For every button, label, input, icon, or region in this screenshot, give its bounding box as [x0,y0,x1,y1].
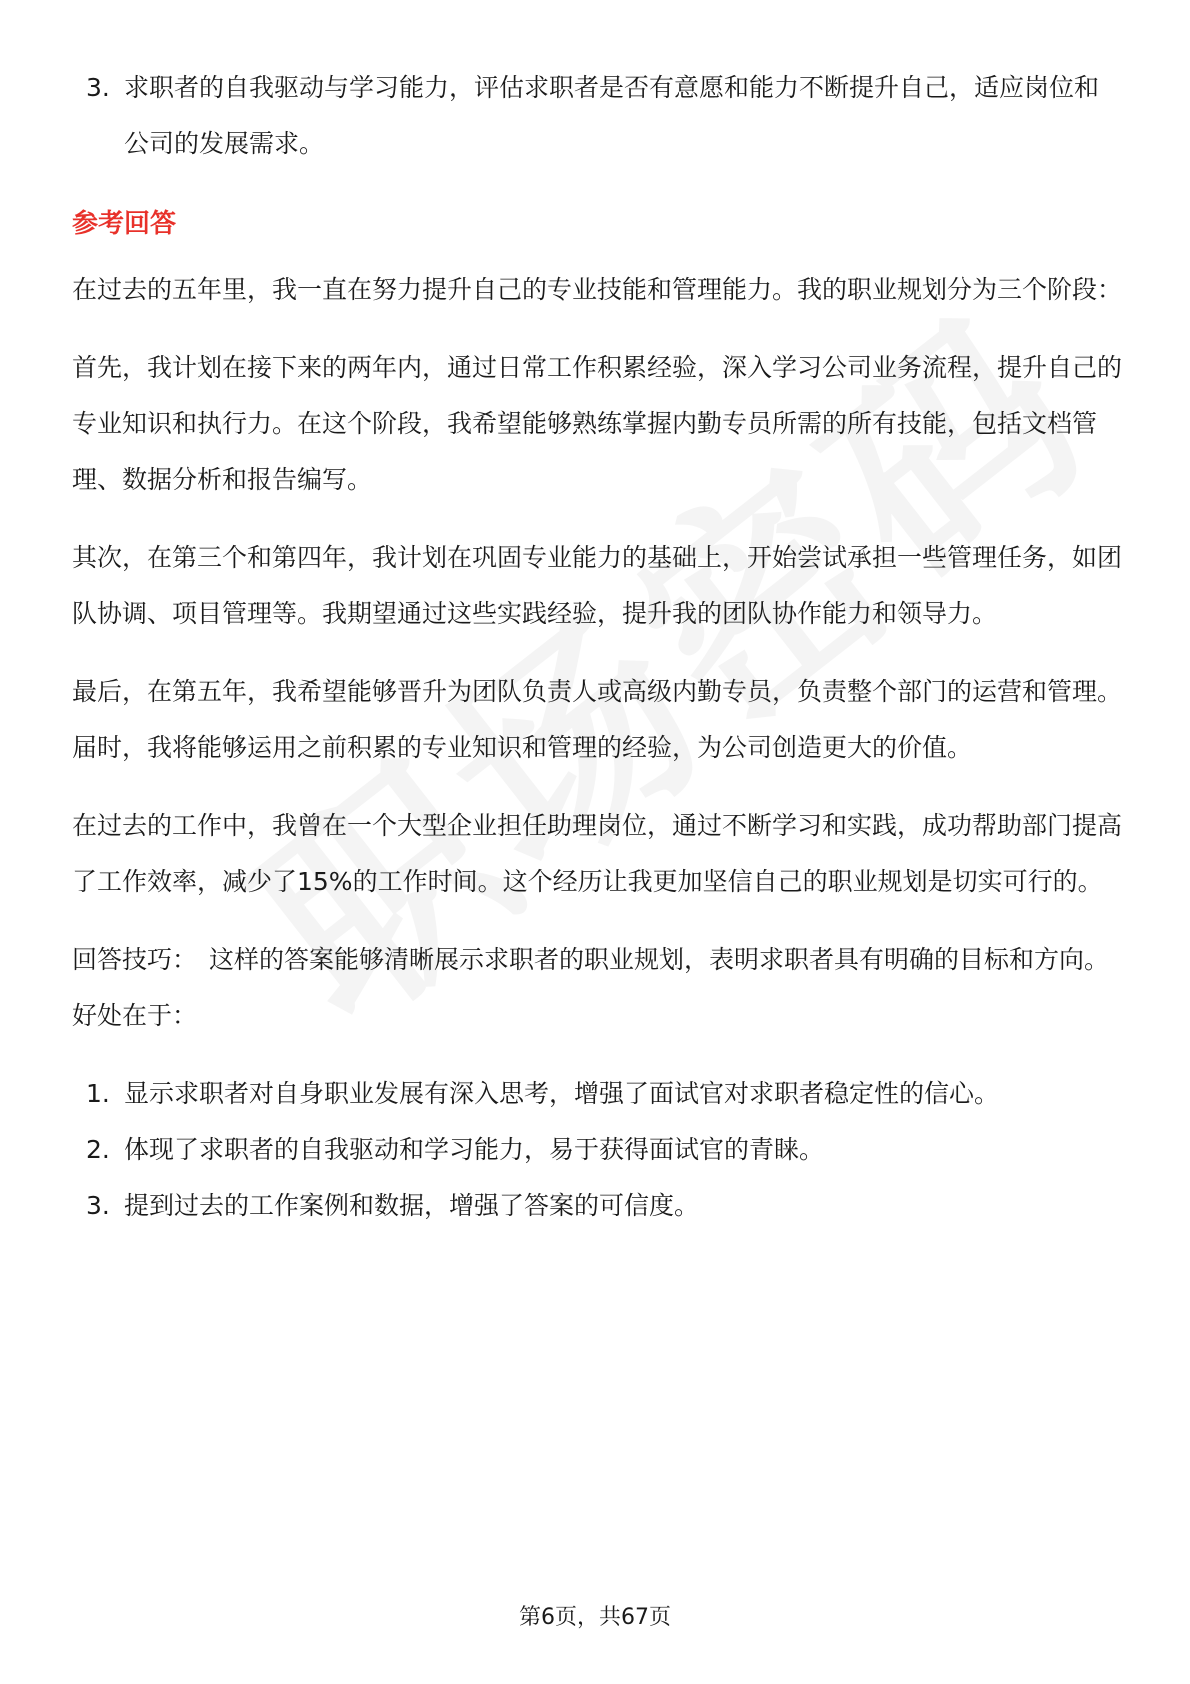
top-list [72,60,1122,172]
document-page [72,60,1122,1234]
paragraph-first: 首先，我计划在接下来的两年内，通过日常工作积累经验，深入学习公司业务流程，提升自己的专业知识和执行力。在这个阶段，我希望能够熟练掌握内勤专员所需的所有技能，包括文档管理、数据分析和报告编写。 [72,353,1123,494]
list-item [72,1122,1122,1178]
paragraph-intro: 在过去的五年里，我一直在努力提升自己的专业技能和管理能力。我的职业规划分为三个阶段： [72,275,1123,304]
page-footer: 第6页，共67页 [519,1605,671,1630]
benefits-list [72,1066,1122,1234]
tips-paragraph [72,932,1122,1044]
list-number: 3. [86,73,110,102]
list-item [72,1178,1122,1234]
paragraph-final: 最后，在第五年，我希望能够晋升为团队负责人或高级内勤专员，负责整个部门的运营和管理。届时，我将能够运用之前积累的专业知识和管理的经验，为公司创造更大的价值。 [72,677,1123,762]
list-item [72,60,1122,172]
tips-label: 回答技巧： [72,945,198,974]
list-text: 求职者的自我驱动与学习能力，评估求职者是否有意愿和能力不断提升自己，适应岗位和公司的发展需求。 [124,73,1100,158]
list-text: 提到过去的工作案例和数据，增强了答案的可信度。 [124,1191,700,1220]
list-number: 3. [86,1191,110,1220]
list-text: 显示求职者对自身职业发展有深入思考，增强了面试官对求职者稳定性的信心。 [124,1079,1000,1108]
paragraph-experience: 在过去的工作中，我曾在一个大型企业担任助理岗位，通过不断学习和实践，成功帮助部门提高了工作效率，减少了15%的工作时间。这个经历让我更加坚信自己的职业规划是切实可行的。 [72,811,1123,896]
section-title: 参考回答 [72,209,177,239]
list-number: 2. [86,1135,110,1164]
list-number: 1. [86,1079,110,1108]
list-text: 体现了求职者的自我驱动和学习能力，易于获得面试官的青睐。 [124,1135,825,1164]
tips-text: 这样的答案能够清晰展示求职者的职业规划，表明求职者具有明确的目标和方向。好处在于： [72,945,1110,1030]
list-item [72,1066,1122,1122]
paragraph-second: 其次，在第三个和第四年，我计划在巩固专业能力的基础上，开始尝试承担一些管理任务，如团队协调、项目管理等。我期望通过这些实践经验，提升我的团队协作能力和领导力。 [72,543,1123,628]
